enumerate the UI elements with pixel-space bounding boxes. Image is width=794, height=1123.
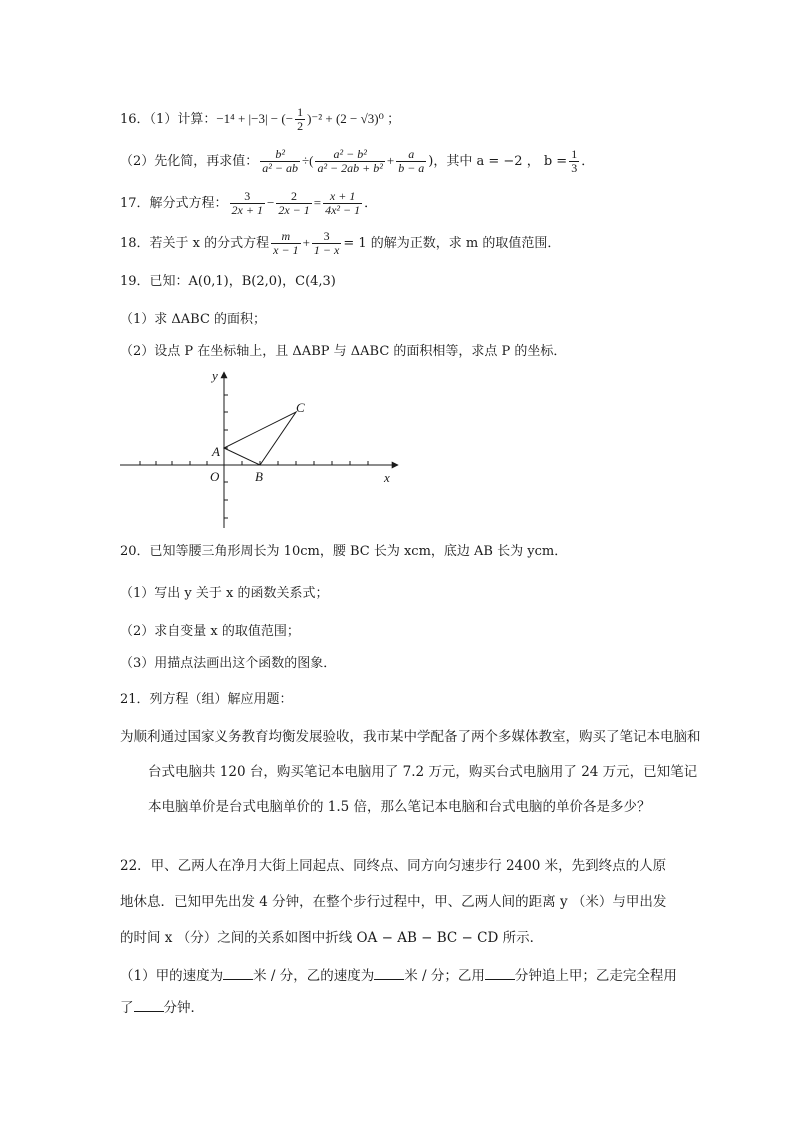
label-c: C <box>296 400 305 415</box>
q22-line2: 地休息．已知甲先出发 4 分钟，在整个步行过程中，甲、乙两人间的距离 y （米）与甲出发 <box>120 894 667 910</box>
answer-blank[interactable] <box>485 967 515 980</box>
q22-part1-line2: 了 分钟． <box>120 1000 204 1016</box>
fraction: $\frac{1}{3}$ <box>571 147 578 175</box>
q16-part1: 16．（1）计算：−1⁴ + |−3| − (− $\frac{1}{2}$ )⁻² + (2 − √3)⁰ ； <box>120 105 401 133</box>
q21-paragraph: 为顺利通过国家义务教育均衡发展验收，我市某中学配备了两个多媒体教室，购买了笔记本电脑和台式电脑共 120 台，购买笔记本电脑用了 7.2 万元，购买台式电脑用了 24 万元，已知笔记本电脑单价是台式电脑单价的 1.5 倍，那么笔记本电脑和台式电脑的单价各是多少？ <box>120 729 701 815</box>
fraction: $\frac{3}{1 - x}$ <box>313 229 340 257</box>
q21-stem: 21．列方程（组）解应用题： <box>120 692 293 707</box>
fraction: $\frac{m}{x - 1}$ <box>273 229 299 257</box>
coordinate-figure <box>118 368 408 530</box>
q22-line1: 22．甲、乙两人在净月大街上同起点、同终点、同方向匀速步行 2400 米，先到终点的人原 <box>120 858 667 874</box>
q22-part1-line1: （1）甲的速度为 米 / 分，乙的速度为 米 / 分；乙用 分钟追上甲；乙走完全程用 <box>120 968 677 984</box>
q20-stem: 20．已知等腰三角形周长为 10cm，腰 BC 长为 xcm，底边 AB 长为 ycm． <box>120 544 568 559</box>
q18: 18．若关于 x 的分式方程 $\frac{m}{x - 1}$ + $\frac{3}{1 - x}$ = 1 的解为正数，求 m 的取值范围． <box>120 229 561 257</box>
fraction: $\frac{a}{b - a}$ <box>398 147 425 175</box>
q20-part3: （3）用描点法画出这个函数的图象． <box>120 656 337 671</box>
fraction: $\frac{3}{2x + 1}$ <box>231 189 263 217</box>
fraction: $\frac{2}{2x - 1}$ <box>278 189 310 217</box>
q22-line3: 的时间 x （分）之间的关系如图中折线 OA − AB − BC − CD 所示． <box>120 930 544 946</box>
answer-blank[interactable] <box>134 999 164 1012</box>
x-ticks <box>140 461 368 465</box>
answer-blank[interactable] <box>223 967 253 980</box>
q19-part2: （2）设点 P 在坐标轴上，且 ΔABP 与 ΔABC 的面积相等，求点 P 的坐标． <box>120 344 567 359</box>
label-y: y <box>212 368 218 383</box>
label-o: O <box>210 469 220 484</box>
q16-part2: （2）先化简，再求值： $\frac{\text{b²}}{\text{a² − ab}}$ ÷( $\frac{\text{a² − b²}}{\text{a² − 2ab + b²}}$ + $\frac{a}{b - a}$ )，其中 a = −2 ， b = $\frac{1}{3}$ ． <box>120 147 595 175</box>
q17: 17．解分式方程： $\frac{3}{2x + 1}$ − $\frac{2}{2x - 1}$ = $\frac{x + 1}{\text{4x² − 1}}$ ． <box>120 189 378 217</box>
label-b: B <box>255 469 263 484</box>
label-x: x <box>384 470 390 485</box>
label-a: A <box>212 444 220 459</box>
fraction: $\frac{1}{2}$ <box>297 105 304 133</box>
q20-part2: （2）求自变量 x 的取值范围； <box>120 624 300 639</box>
y-ticks <box>224 395 228 518</box>
fraction: $\frac{\text{b²}}{\text{a² − ab}}$ <box>262 147 298 175</box>
q19-stem: 19．已知：A(0,1)，B(2,0)，C(4,3) <box>120 274 336 289</box>
answer-blank[interactable] <box>374 967 404 980</box>
fraction: $\frac{x + 1}{\text{4x² − 1}}$ <box>325 189 361 217</box>
fraction: $\frac{\text{a² − b²}}{\text{a² − 2ab + b²}}$ <box>317 147 383 175</box>
q20-part1: （1）写出 y 关于 x 的函数关系式； <box>120 586 329 601</box>
q19-part1: （1）求 ΔABC 的面积； <box>120 312 267 327</box>
triangle-abc <box>224 412 296 465</box>
